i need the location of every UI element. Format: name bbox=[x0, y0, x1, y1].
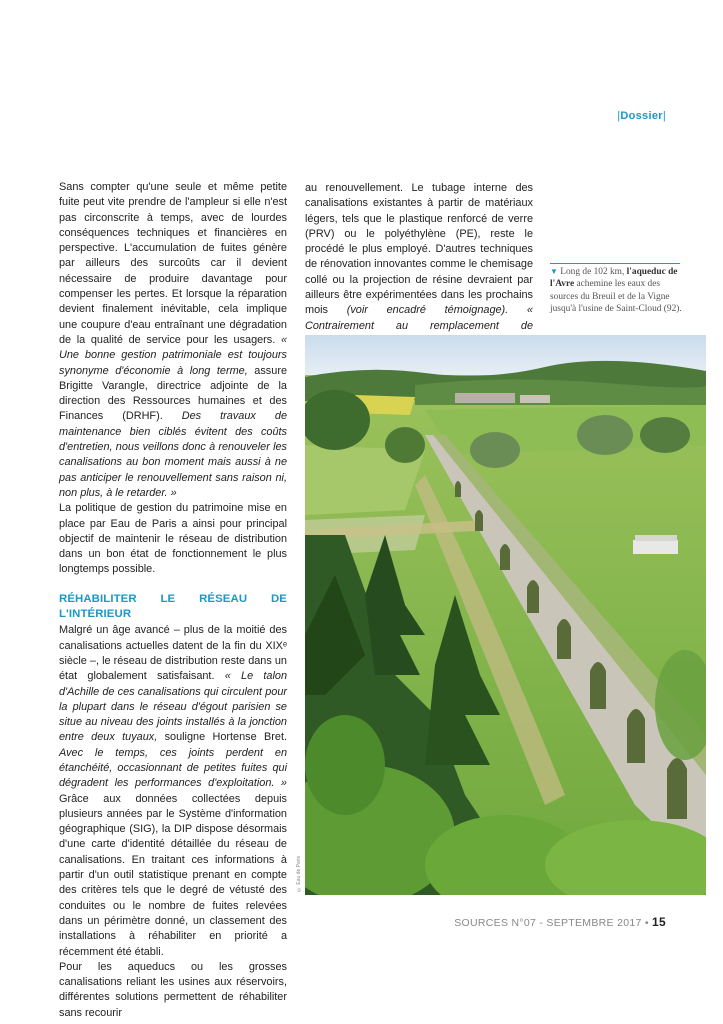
caption-marker-icon: ▼ bbox=[550, 267, 558, 276]
section-tag-label: Dossier bbox=[620, 110, 663, 122]
paragraph: Sans compter qu'une seule et même petite fuite peut vite prendre de l'ampleur si elle n'est pas circonscrite à temps, avec de lourdes conséquences techniques et financières en perspective. L'accumulation de fuites génère par ailleurs des surcoûts car il devient nécessaire de produire davantage pour compenser les pertes. Et lorsque la réparation devient finalement inévitable, cela implique une coupure d'eau entraînant une dégradation de la qualité de service pour les usagers. « Une bonne gestion patrimoniale est toujours synonyme d'économie à long terme, assure Brigitte Varangle, directrice adjointe de la direction des Ressources humaines et des Finances (DRHF). Des travaux de maintenance bien ciblés évitent des coûts d'entretien, nous veillons donc à renouveler les canalisations au bon moment mais aussi à ne pas anticiper le renouvellement sans raison ni, non plus, à le retarder. » bbox=[59, 181, 287, 499]
issue-label: SOURCES N°07 - SEPTEMBRE 2017 • bbox=[454, 917, 649, 929]
caption-divider bbox=[550, 263, 680, 264]
subheading: RÉHABILITER LE RÉSEAU DE L'INTÉRIEUR bbox=[59, 592, 287, 621]
photo-caption: ▼ Long de 102 km, l'aqueduc de l'Avre achemine les eaux des sources du Breuil et de la Vigne jusqu'à l'usine de Saint-Cloud (92). bbox=[550, 267, 682, 315]
article-column-1 bbox=[59, 180, 287, 1021]
section-tag: |Dossier| bbox=[617, 110, 666, 122]
paragraph: Malgré un âge avancé – plus de la moitié des canalisations actuelles datent de la fin du XIXᵉ siècle –, le réseau de distribution reste dans un état globalement satisfaisant. « Le talon d'Achille de ces canalisations qui circulent pour la plupart dans le réseau d'égout parisien se situe au niveau des joints installés à la jonction entre deux tuyaux, souligne Hortense Bret. Avec le temps, ces joints perdent en étanchéité, occasionnant de petites fuites qui dégradent les performances d'exploitation. » Grâce aux données collectées depuis plusieurs années par le Système d'information géographique (SIG), la DIP dispose désormais d'une carte d'identité détaillée du réseau de canalisations. En traitant ces informations à partir d'un outil statistique prenant en compte des critères tels que le degré de vétusté des conduites ou le nombre de fuites relevées dans un périmètre donné, un classement des installations à réhabiliter en priorité a récemment été établi. bbox=[59, 624, 287, 958]
paragraph: La politique de gestion du patrimoine mise en place par Eau de Paris a ainsi pour principal objectif de maintenir le réseau de distribution dans un bon état de fonctionnement le plus longtemps possible. bbox=[59, 502, 287, 576]
photo-credit: © Eau de Paris bbox=[296, 855, 302, 892]
page-number: 15 bbox=[652, 915, 666, 929]
paragraph: au renouvellement. Le tubage interne des canalisations existantes à partir de matériaux légers, tels que le plastique renforcé de verre (PRV) ou le polyéthylène (PE), reste le procédé le plus employé. D'autres techniques de rénovation innovantes comme le chemisage collé ou la projection de résine devraient par ailleurs être expérimentées dans les prochains mois (voir encadré témoignage). « Contrairement au remplacement de bbox=[305, 181, 533, 349]
page-footer bbox=[454, 915, 666, 929]
paragraph: Pour les aqueducs ou les grosses canalisations reliant les usines aux réservoirs, différentes solutions permettent de réhabiliter sans recourir bbox=[59, 960, 287, 1019]
aqueduct-photo bbox=[305, 335, 706, 895]
article-column-2 bbox=[305, 181, 533, 349]
